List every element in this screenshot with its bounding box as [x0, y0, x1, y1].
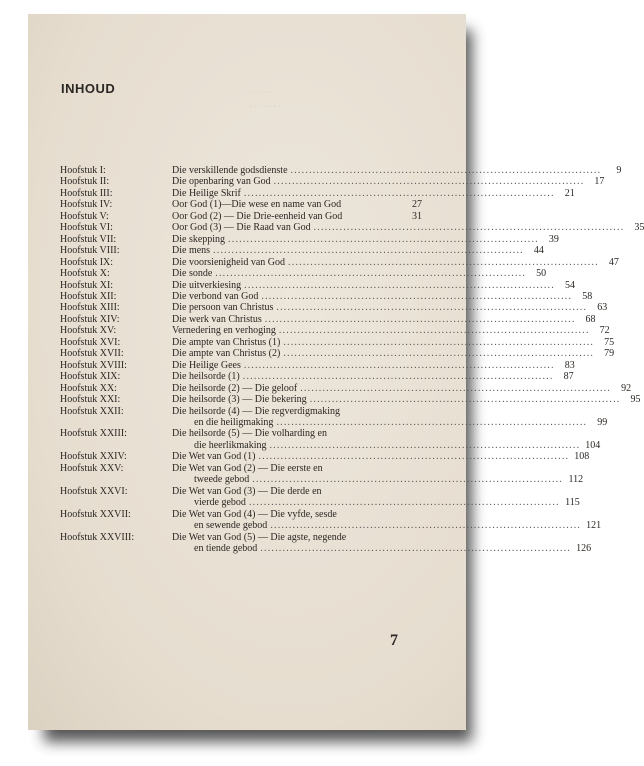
chapter-label: Hoofstuk II: [60, 176, 110, 188]
chapter-title: en sewende gebod [194, 520, 268, 532]
chapter-title: Die Wet van God (2) — Die eerste en [172, 462, 323, 474]
toc-entry [60, 233, 559, 245]
toc-line [172, 509, 422, 520]
page-reference: 50 [536, 268, 547, 280]
page-reference [402, 428, 422, 439]
toc-entry [60, 176, 605, 188]
chapter-label: Hoofstuk IV: [60, 199, 113, 211]
chapter-title: Die heilsorde (3) — Die bekering [172, 394, 307, 406]
dot-leader: .................................................................................... [261, 290, 573, 302]
dot-leader: .................................................................................... [300, 382, 612, 394]
toc-entry [60, 268, 547, 280]
chapter-title: Oor God (2) — Die Drie-eenheid van God [172, 210, 343, 222]
show-through-text: · · · · · · · [250, 102, 281, 111]
toc-line [194, 439, 601, 451]
dot-leader: .................................................................................... [228, 233, 539, 245]
page-reference: 17 [594, 176, 605, 188]
toc-line [194, 474, 584, 486]
toc-entry [60, 348, 615, 360]
chapter-title: Die verbond van God [172, 290, 259, 302]
chapter-title: Die heilsorde (1) [172, 371, 240, 383]
chapter-label: Hoofstuk X: [60, 268, 110, 280]
toc-line [172, 256, 619, 268]
chapter-label: Hoofstuk XXV: [60, 462, 124, 474]
chapter-label: Hoofstuk VII: [60, 233, 117, 245]
toc-entry [60, 165, 622, 176]
toc-line [172, 406, 422, 417]
toc-line [172, 325, 610, 337]
chapter-label: Hoofstuk XXVI: [60, 485, 128, 497]
chapter-title: Die Wet van God (3) — Die derde en [172, 485, 322, 497]
page-reference [402, 509, 422, 520]
toc-entry [60, 485, 580, 509]
dot-leader: .................................................................................... [244, 279, 555, 291]
chapter-title: en die heiligmaking [194, 416, 274, 428]
page-reference: 87 [563, 371, 574, 383]
dot-leader: .................................................................................... [260, 542, 572, 554]
chapter-title: Die sonde [172, 268, 213, 280]
spacer [327, 428, 402, 439]
page-reference: 79 [604, 348, 615, 360]
toc-line [194, 497, 580, 509]
toc-line [172, 428, 422, 439]
page-number: 7 [390, 632, 398, 649]
spacer [346, 532, 402, 543]
chapter-label: Hoofstuk XX: [60, 382, 117, 394]
page-reference: 72 [599, 325, 610, 337]
page-reference: 63 [597, 302, 608, 314]
page-reference: 108 [574, 451, 590, 463]
chapter-title: Die Heilige Gees [172, 359, 241, 371]
spacer [323, 463, 402, 474]
chapter-title: en tiende gebod [194, 542, 258, 554]
toc-line [172, 245, 544, 257]
chapter-label: Hoofstuk VIII: [60, 245, 120, 257]
dot-leader: .................................................................................... [248, 497, 560, 509]
toc-line [172, 486, 422, 497]
page-reference: 27 [412, 199, 422, 211]
dot-leader: .................................................................................... [283, 336, 595, 348]
chapter-title: tweede gebod [194, 474, 250, 486]
toc-line [172, 176, 605, 188]
chapter-title: Die heilsorde (4) — Die regverdigmaking [172, 405, 341, 417]
page-reference: 9 [616, 165, 622, 176]
toc-line [194, 542, 592, 554]
toc-line [172, 290, 593, 302]
chapter-label: Hoofstuk I: [60, 165, 106, 176]
chapter-title: Die verskillende godsdienste [172, 165, 288, 176]
dot-leader: .................................................................................... [290, 165, 602, 176]
chapter-label: Hoofstuk XXVIII: [60, 531, 135, 543]
page-reference: 54 [564, 279, 575, 291]
chapter-label: Hoofstuk XXIV: [60, 451, 127, 463]
toc-entry [60, 394, 641, 406]
chapter-title: Die Wet van God (1) [172, 451, 256, 463]
dot-leader: .................................................................................... [264, 313, 576, 325]
spacer [337, 509, 402, 520]
page-reference: 115 [565, 497, 580, 509]
toc-entry [60, 531, 592, 555]
chapter-title: Die voorsienigheid van God [172, 256, 286, 268]
toc-line [172, 348, 615, 360]
table-of-contents [60, 165, 644, 554]
chapter-title: Die werk van Christus [172, 313, 262, 325]
dot-leader: .................................................................................... [283, 348, 595, 360]
toc-line [172, 187, 575, 199]
toc-entry [60, 451, 590, 463]
spacer [340, 406, 402, 417]
toc-line [172, 382, 632, 394]
page-reference: 104 [585, 439, 601, 451]
chapter-label: Hoofstuk XVI: [60, 336, 121, 348]
chapter-title: Vernedering en verhoging [172, 325, 276, 337]
toc-line [172, 279, 575, 291]
toc-entry [60, 325, 610, 337]
toc-entry [60, 199, 422, 210]
dot-leader: .................................................................................... [270, 520, 582, 532]
show-through-text: · · · · · [250, 88, 272, 97]
toc-line [194, 416, 608, 428]
page-reference: 75 [604, 336, 615, 348]
dot-leader: .................................................................................... [269, 439, 581, 451]
toc-entry [60, 279, 575, 291]
page-reference: 39 [548, 233, 559, 245]
toc-line [172, 371, 574, 383]
dot-leader: .................................................................................... [309, 394, 621, 406]
chapter-label: Hoofstuk XXII: [60, 405, 124, 417]
toc-line [172, 165, 622, 176]
toc-entry [60, 382, 632, 394]
chapter-title: Die ampte van Christus (2) [172, 348, 281, 360]
toc-line [172, 532, 422, 543]
page-reference: 35 [634, 222, 644, 234]
dot-leader: .................................................................................... [215, 268, 527, 280]
toc-line [172, 211, 422, 222]
toc-line [172, 463, 422, 474]
chapter-title: Die heilsorde (2) — Die geloof [172, 382, 298, 394]
toc-entry [60, 187, 575, 199]
chapter-label: Hoofstuk XXI: [60, 394, 121, 406]
dot-leader: .................................................................................... [278, 325, 590, 337]
chapter-label: Hoofstuk XVII: [60, 348, 124, 360]
chapter-label: Hoofstuk VI: [60, 222, 113, 234]
dot-leader: .................................................................................... [213, 245, 524, 257]
chapter-title: Die mens [172, 245, 211, 257]
toc-line [172, 313, 596, 325]
toc-line [172, 336, 615, 348]
page-reference: 121 [586, 520, 602, 532]
page-reference: 92 [621, 382, 632, 394]
chapter-title: Die Wet van God (5) — Die agste, negende [172, 531, 347, 543]
dot-leader: .................................................................................... [252, 474, 564, 486]
dot-leader: .................................................................................... [243, 187, 555, 199]
chapter-label: Hoofstuk III: [60, 187, 113, 199]
chapter-label: Hoofstuk XII: [60, 290, 117, 302]
dot-leader: .................................................................................... [258, 451, 570, 463]
toc-entry [60, 508, 602, 532]
chapter-title: Oor God (1)—Die wese en name van God [172, 199, 342, 211]
chapter-title: vierde gebod [194, 497, 246, 509]
page-reference: 47 [608, 256, 619, 268]
toc-line [172, 233, 559, 245]
dot-leader: .................................................................................... [243, 359, 555, 371]
chapter-title: die heerlikmaking [194, 439, 267, 451]
page-reference: 112 [568, 474, 584, 486]
dot-leader: .................................................................................... [276, 302, 588, 314]
page-reference: 126 [576, 542, 592, 554]
chapter-label: Hoofstuk XIII: [60, 302, 120, 314]
chapter-label: Hoofstuk XV: [60, 325, 117, 337]
toc-entry [60, 371, 574, 383]
toc-entry [60, 211, 422, 222]
dot-leader: .................................................................................... [313, 222, 625, 234]
chapter-title: Oor God (3) — Die Raad van God [172, 222, 311, 234]
chapter-title: Die Heilige Skrif [172, 187, 241, 199]
chapter-title: Die Wet van God (4) — Die vyfde, sesde [172, 508, 337, 520]
chapter-label: Hoofstuk XIX: [60, 371, 121, 383]
dot-leader: .................................................................................... [273, 176, 585, 188]
toc-entry [60, 256, 619, 268]
chapter-title: Die ampte van Christus (1) [172, 336, 281, 348]
toc-entry [60, 290, 593, 302]
chapter-label: Hoofstuk XI: [60, 279, 114, 291]
page-reference: 21 [564, 187, 575, 199]
page-reference [402, 463, 422, 474]
chapter-label: Hoofstuk XXVII: [60, 508, 131, 520]
toc-line [172, 199, 422, 210]
page-reference: 31 [412, 210, 422, 222]
toc-entry [60, 222, 644, 234]
chapter-title: Die heilsorde (5) — Die volharding en [172, 428, 327, 440]
page-reference: 99 [597, 416, 608, 428]
dot-leader: .................................................................................... [288, 256, 599, 268]
page-title: INHOUD [61, 81, 116, 96]
book-page [28, 14, 644, 730]
chapter-label: Hoofstuk XXIII: [60, 428, 127, 440]
chapter-title: Die skepping [172, 233, 226, 245]
chapter-label: Hoofstuk XVIII: [60, 359, 127, 371]
page-reference: 58 [582, 290, 593, 302]
chapter-label: Hoofstuk XIV: [60, 313, 120, 325]
toc-entry [60, 428, 601, 451]
chapter-label: Hoofstuk V: [60, 210, 109, 222]
dot-leader: .................................................................................... [242, 371, 554, 383]
toc-entry [60, 462, 584, 486]
toc-entry [60, 359, 575, 371]
toc-entry [60, 302, 608, 314]
toc-line [172, 268, 547, 280]
page-reference: 95 [630, 394, 641, 406]
page-reference: 44 [533, 245, 544, 257]
spacer [322, 486, 402, 497]
page-reference [402, 532, 422, 543]
toc-entry [60, 313, 596, 325]
page-reference [402, 406, 422, 417]
toc-line [172, 451, 590, 463]
spacer [341, 199, 402, 210]
chapter-label: Hoofstuk IX: [60, 256, 114, 268]
page-reference [402, 486, 422, 497]
toc-line [194, 520, 602, 532]
chapter-title: Die openbaring van God [172, 176, 271, 188]
toc-entry [60, 336, 615, 348]
toc-line [172, 222, 644, 234]
page-reference: 83 [564, 359, 575, 371]
chapter-title: Die persoon van Christus [172, 302, 274, 314]
toc-line [172, 302, 608, 314]
toc-entry [60, 245, 544, 257]
page-reference: 68 [585, 313, 596, 325]
spacer [342, 211, 402, 222]
toc-entry [60, 405, 608, 429]
dot-leader: .................................................................................... [276, 416, 588, 428]
toc-line [172, 394, 641, 406]
toc-line [172, 359, 575, 371]
chapter-title: Die uitverkiesing [172, 279, 242, 291]
